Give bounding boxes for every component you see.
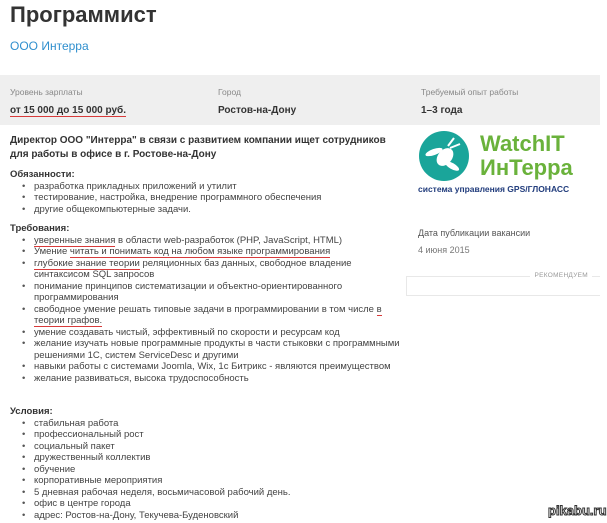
item-text: разработка прикладных приложений и утилит (34, 180, 237, 192)
conditions-title: Условия: (10, 406, 53, 417)
lead-text: Директор ООО "Интерра" в связи с развитием компании ищет сотрудников для работы в офисе в г. Ростове-на-Дону (10, 135, 386, 160)
city-label: Город (218, 87, 241, 97)
list-item (22, 510, 400, 522)
list-item (22, 258, 400, 281)
item-text: профессиональный рост (34, 429, 144, 440)
list-item (22, 498, 400, 510)
item-text: 5 дневная рабочая неделя, восьмичасовой рабочий день. (34, 486, 291, 498)
list-item (22, 204, 400, 216)
list-item (22, 281, 400, 304)
item-text: социальный пакет (34, 440, 115, 452)
item-text: свободное умение решать типовые задачи в программировании в том числе (34, 303, 377, 315)
company-link[interactable]: ООО Интерра (10, 39, 89, 53)
list-item (22, 181, 400, 193)
list-item (22, 475, 400, 487)
logo-tagline: система управления GPS/ГЛОНАСС (418, 184, 570, 194)
list-item (22, 452, 400, 464)
highlighted-text: глубокие знание теории (34, 257, 140, 269)
list-item (22, 373, 400, 385)
recommend-label: РЕКОМЕНДУЕМ (530, 272, 592, 279)
item-text: в области web-разработок (PHP, JavaScript, HTML) (115, 234, 343, 246)
item-text: корпоративные мероприятия (34, 475, 163, 486)
item-text: Умение (34, 246, 70, 257)
bug-logo-icon (418, 130, 470, 182)
item-text: желание развиваться, высока трудоспособность (34, 372, 249, 384)
experience-block (421, 87, 518, 116)
item-text: умение создавать чистый, эффективный по скорости и ресурсам код (34, 326, 340, 338)
item-text: обучение (34, 463, 76, 475)
item-text: другие общекомпьютерные задачи. (34, 203, 191, 215)
list-item (22, 338, 400, 361)
watermark: pikabu.ru (548, 503, 607, 518)
city-value: Ростов-на-Дону (218, 105, 297, 116)
salary-label: Уровень зарплаты (10, 87, 83, 97)
vacancy-description (10, 134, 400, 521)
highlighted-text: уверенные знания (34, 234, 116, 246)
item-text: желание изучать новые программные продукты в части стыковки с программными решениями 1С, систем ServiceDesc и другими (34, 338, 400, 361)
list-item (22, 429, 400, 441)
requirements-list (22, 235, 400, 385)
experience-label: Требуемый опыт работы (421, 87, 519, 97)
item-text: дружественный коллектив (34, 452, 151, 463)
list-item (22, 246, 400, 258)
company-logo (418, 130, 588, 200)
item-text: тестирование, настройка, внедрение программного обеспечения (34, 192, 322, 203)
item-text: понимание принципов систематизации и объектно-ориентированного программирования (34, 280, 343, 303)
page-title: Программист (10, 2, 157, 27)
item-text: офис в центре города (34, 498, 131, 509)
salary-value: от 15 000 до 15 000 руб. (10, 105, 126, 116)
list-item (22, 304, 400, 327)
list-item (22, 361, 400, 373)
publication-date-label: Дата публикации вакансии (418, 228, 531, 238)
highlighted-text: в теории графов. (34, 303, 382, 326)
city-block (218, 87, 296, 116)
highlighted-text: читать и понимать код на любом языке программирования (69, 246, 331, 257)
salary-block (10, 87, 126, 116)
requirements-title: Требования: (10, 223, 70, 234)
experience-value: 1–3 года (421, 105, 463, 116)
duties-list (22, 181, 400, 216)
logo-line2: ИнТерра (480, 155, 573, 180)
info-band (0, 75, 600, 125)
list-item (22, 327, 400, 339)
list-item (22, 441, 400, 453)
logo-line1: WatchIT (480, 131, 565, 156)
list-item (22, 487, 400, 499)
conditions-list (22, 418, 400, 522)
list-item (22, 192, 400, 204)
list-item (22, 464, 400, 476)
list-item (22, 418, 400, 430)
item-text: адрес: Ростов-на-Дону, Текучева-Буденовский (34, 509, 239, 521)
recommend-box (406, 272, 600, 296)
list-item (22, 235, 400, 247)
item-text: реляционных баз данных, свободное владение синтаксисом SQL запросов (34, 257, 352, 280)
duties-title: Обязанности: (10, 169, 75, 180)
item-text: навыки работы с системами Joomla, Wix, 1c Битрикс - являются преимуществом (34, 361, 391, 372)
publication-date: 4 июня 2015 (418, 245, 470, 255)
item-text: стабильная работа (34, 417, 119, 429)
